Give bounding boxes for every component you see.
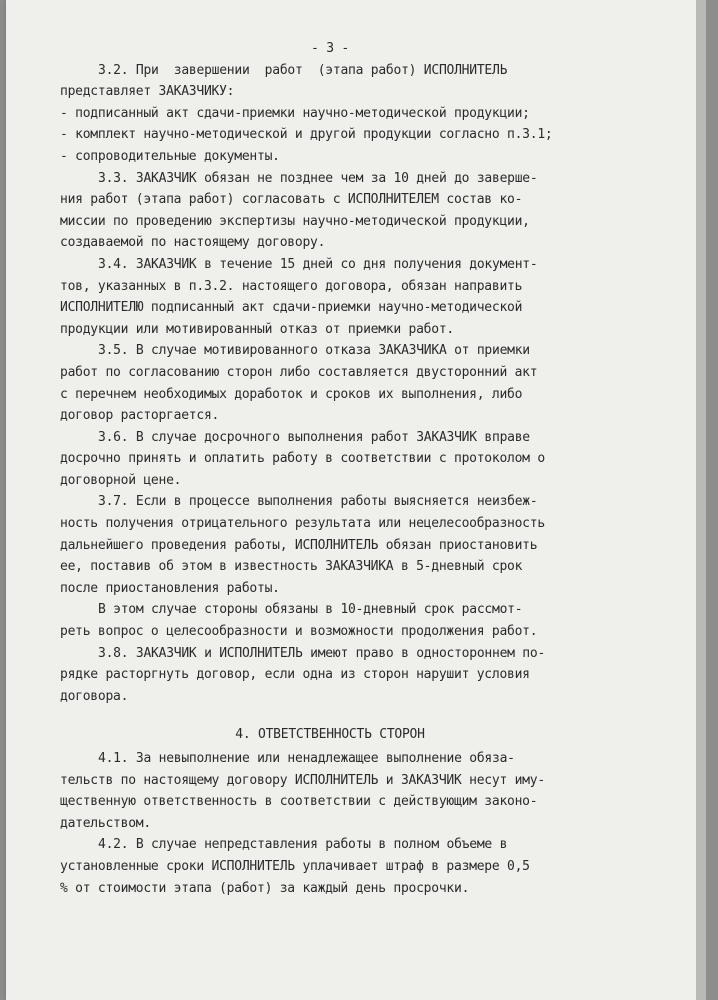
clause-line: 4.1. За невыполнение или ненадлежащее выполнение обяза- [98,751,515,766]
clauses-section-3 [60,60,600,708]
clause-line: после приостановления работы. [60,580,280,596]
clause-line: 3.7. Если в процессе выполнения работы выясняется неизбеж- [98,494,538,510]
clause-line: с перечнем необходимых доработок и сроков их выполнения, либо [60,386,523,402]
clause-line: 3.8. ЗАКАЗЧИК и ИСПОЛНИТЕЛЬ имеют право в одностороннем по- [98,645,546,661]
clause-line: миссии по проведению экспертизы научно-методической продукции, [60,213,530,229]
clause-line: рядке расторгнуть договор, если одна из сторон нарушит условия [60,667,530,683]
clause-line: 3.4. ЗАКАЗЧИК в течение 15 дней со дня получения документ- [98,256,538,272]
document-body [60,38,600,899]
clause-line: договора. [60,688,129,704]
clauses-section-4 [60,748,600,899]
clause-p3-2 [60,60,600,168]
clause-line: ния работ (этапа работ) согласовать с ИСПОЛНИТЕЛЕМ состав ко- [60,192,523,208]
clause-line: ее, поставив об этом в известность ЗАКАЗЧИКА в 5-дневный срок [60,559,523,575]
clause-line: реть вопрос о целесообразности и возможности продолжения работ. [60,624,538,640]
clause-line: договорной цене. [60,472,182,488]
clause-p3-7 [60,491,600,599]
clause-line: 3.6. В случае досрочного выполнения работ ЗАКАЗЧИК вправе [98,429,530,445]
clause-line: - сопроводительные документы. [60,148,280,164]
clause-line: 3.5. В случае мотивированного отказа ЗАКАЗЧИКА от приемки [98,343,530,359]
clause-line: В этом случае стороны обязаны в 10-дневный срок рассмот- [98,602,523,618]
page-number: - 3 - [311,41,349,56]
clause-line: договор расторгается. [60,408,220,424]
underlying-sheet-edge [696,0,706,1000]
clause-line: ность получения отрицательного результата или нецелесообразность [60,516,545,532]
clause-line: 4.2. В случае непредставления работы в полном объеме в [98,837,508,853]
clause-line: 3.2. При завершении работ (этапа работ) ИСПОЛНИТЕЛЬ [98,62,508,78]
clause-line: продукции или мотивированный отказ от приемки работ. [60,321,454,337]
clause-p3-6 [60,427,600,492]
clause-line: досрочно принять и оплатить работу в соответствии с протоколом о [60,451,545,467]
clause-line: тов, указанных в п.3.2. настоящего договора, обязан направить [60,278,523,294]
clause-p4-2 [60,834,600,899]
clause-line: - подписанный акт сдачи-приемки научно-методической продукции; [60,105,530,121]
clause-p3-8 [60,643,600,708]
clause-line: установленные сроки ИСПОЛНИТЕЛЬ уплачивает штраф в размере 0,5 [60,858,530,874]
clause-line: тельств по настоящему договору ИСПОЛНИТЕЛЬ и ЗАКАЗЧИК несут иму- [60,772,545,788]
clause-line: - комплект научно-методической и другой продукции согласно п.3.1; [60,127,553,143]
document-page [6,0,696,1000]
clause-p3-4 [60,254,600,340]
clause-line: дальнейшего проведения работы, ИСПОЛНИТЕЛЬ обязан приостановить [60,537,538,553]
section-heading: 4. ОТВЕТСТВЕННОСТЬ СТОРОН [235,727,425,743]
clause-line: щественную ответственность в соответствии с действующим законо- [60,794,538,810]
clause-line: 3.3. ЗАКАЗЧИК обязан не позднее чем за 10 дней до заверше- [98,170,538,186]
clause-p4-1 [60,748,600,834]
clause-line: % от стоимости этапа (работ) за каждый день просрочки. [60,880,470,896]
clause-line: ИСПОЛНИТЕЛЮ подписанный акт сдачи-приемки научно-методической [60,300,523,316]
clause-line: представляет ЗАКАЗЧИКУ: [60,84,235,100]
clause-p3-5 [60,340,600,426]
clause-p3-3 [60,168,600,254]
clause-line: дательством. [60,815,151,831]
clause-line: создаваемой по настоящему договору. [60,235,326,251]
clause-line: работ по согласованию сторон либо составляется двусторонний акт [60,364,538,380]
clause-p3-7b [60,599,600,642]
